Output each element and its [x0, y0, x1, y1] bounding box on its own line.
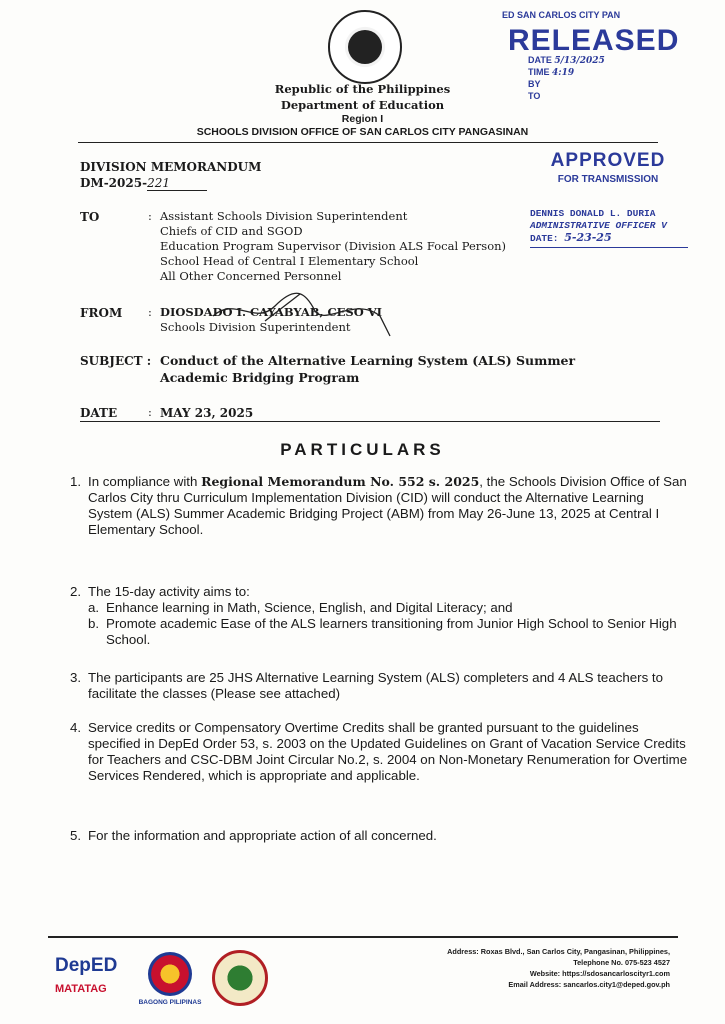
to-label: TO: [80, 210, 100, 224]
item-text: Promote academic Ease of the ALS learners transitioning from Junior High School to Senior High School.: [106, 616, 677, 647]
office-line: SCHOOLS DIVISION OFFICE OF SAN CARLOS CITY PANGASINAN: [196, 126, 529, 138]
p2-item-a: [88, 600, 688, 616]
particulars-heading: PARTICULARS: [280, 440, 445, 459]
memo-number-value: 221: [147, 176, 207, 191]
footer-email[interactable]: Email Address: sancarlos.city1@deped.gov.ph: [508, 980, 670, 989]
from-label: FROM: [80, 306, 123, 320]
p1-post: , the Schools Division Office of San Carlos City thru Curriculum Implementation Division (CID) will conduct the Alternative Learning System (ALS) Summer Academic Bridging Project (ABM) from May 26-June 13, 2025 at Central I Elementary School.: [88, 474, 687, 537]
deped-wordmark: DepED: [55, 955, 118, 976]
deped-logo: [55, 955, 133, 995]
to-line: Assistant Schools Division Superintendent: [160, 209, 408, 223]
item-text: Enhance learning in Math, Science, English, and Digital Literacy; and: [106, 600, 513, 615]
approved-name: DENNIS DONALD L. DURIA: [530, 208, 656, 219]
signature: [205, 286, 405, 341]
memo-number-label: DM-2025-: [80, 176, 148, 190]
header-rule: [78, 142, 658, 143]
paragraph-2: [70, 584, 688, 648]
footer-rule: [48, 936, 678, 938]
paragraph-number: 5.: [70, 828, 82, 843]
released-date-value: 5/13/2025: [554, 56, 605, 66]
from-title: Schools Division Superintendent: [160, 320, 351, 334]
released-stamp: [492, 10, 680, 102]
footer-address: Address: Roxas Blvd., San Carlos City, Pangasinan, Philippines,: [447, 947, 670, 956]
released-time-value: 4:19: [552, 68, 575, 78]
department-line: Department of Education: [280, 98, 445, 112]
deped-seal: [328, 10, 402, 84]
from-colon: :: [148, 305, 152, 319]
item-letter: b.: [88, 616, 100, 631]
footer-website[interactable]: Website: https://sdosancarloscityr1.com: [529, 969, 670, 978]
item-letter: a.: [88, 600, 100, 615]
approved-date-value: 5-23-25: [564, 231, 612, 244]
p2-text: The 15-day activity aims to:: [88, 584, 250, 599]
paragraph-3: [70, 670, 688, 702]
bagong-pilipinas-text: BAGONG PILIPINAS: [138, 999, 202, 1006]
released-time-label: TIME: [528, 67, 550, 77]
date-colon: :: [148, 405, 152, 419]
footer-contact: [420, 946, 670, 990]
bagong-pilipinas-logo: [138, 952, 202, 1006]
approved-title: APPROVED: [550, 150, 666, 171]
p1-pre: In compliance with: [88, 474, 202, 489]
paragraph-number: 1.: [70, 474, 82, 489]
released-to-label: TO: [528, 91, 541, 101]
date-value: MAY 23, 2025: [160, 406, 254, 420]
paragraph-1: [70, 474, 688, 538]
paragraph-number: 3.: [70, 670, 82, 685]
paragraph-number: 2.: [70, 584, 82, 599]
matatag-wordmark: MATATAG: [55, 983, 107, 995]
p5-text: For the information and appropriate action of all concerned.: [88, 828, 437, 843]
division-seal-icon: [212, 950, 268, 1006]
date-rule: [80, 421, 660, 422]
memo-number: [80, 176, 207, 191]
to-line: School Head of Central I Elementary School: [160, 254, 419, 268]
approved-date-label: DATE:: [530, 233, 559, 244]
p4-text: Service credits or Compensatory Overtime Credits shall be granted pursuant to the guidelines specified in DepEd Order 53, s. 2003 on the Updated Guidelines on Grant of Vacation Service Credits for Teachers and CSC-DBM Joint Circular No.2, s. 2004 on Non-Monetary Renumeration for Overtime Services Rendered, which is appropriate and applicable.: [88, 720, 688, 783]
paragraph-5: [70, 828, 688, 844]
released-by-label: BY: [528, 79, 541, 89]
subject-line: Conduct of the Alternative Learning System (ALS) Summer: [160, 353, 576, 368]
p3-text: The participants are 25 JHS Alternative Learning System (ALS) completers and 4 ALS teachers to facilitate the classes (Please see attached): [88, 670, 664, 701]
approved-subtitle: FOR TRANSMISSION: [557, 174, 659, 185]
subject-text: [160, 352, 575, 386]
to-line: All Other Concerned Personnel: [160, 269, 342, 283]
to-line: Chiefs of CID and SGOD: [160, 224, 303, 238]
from-name: DIOSDADO I. CAYABYAB, CESO VI: [160, 305, 383, 319]
released-date-label: DATE: [528, 55, 552, 65]
to-colon: :: [148, 209, 152, 223]
bagong-pilipinas-emblem-icon: [148, 952, 192, 996]
paragraph-number: 4.: [70, 720, 82, 735]
republic-line: Republic of the Philippines: [274, 82, 451, 96]
subject-line: Academic Bridging Program: [160, 370, 360, 385]
approved-underline: [530, 247, 688, 248]
approved-stamp: [528, 150, 688, 195]
to-line: Education Program Supervisor (Division ALS Focal Person): [160, 239, 507, 253]
date-label: DATE: [80, 406, 118, 420]
to-recipients: [160, 209, 540, 284]
region-line: Region I: [341, 113, 384, 125]
footer-telephone: Telephone No. 075-523 4527: [573, 958, 670, 967]
approved-signatory: [530, 208, 690, 248]
p2-item-b: [88, 616, 688, 648]
released-title: RELEASED: [508, 24, 680, 57]
approved-position: ADMINISTRATIVE OFFICER V: [530, 220, 667, 231]
memo-type: DIVISION MEMORANDUM: [80, 160, 262, 174]
seal-emblem-icon: [348, 30, 382, 64]
subject-label: SUBJECT :: [80, 354, 152, 368]
paragraph-4: [70, 720, 688, 784]
released-office: ED SAN CARLOS CITY PAN: [502, 10, 621, 20]
p1-bold-reference: Regional Memorandum No. 552 s. 2025: [201, 474, 480, 489]
